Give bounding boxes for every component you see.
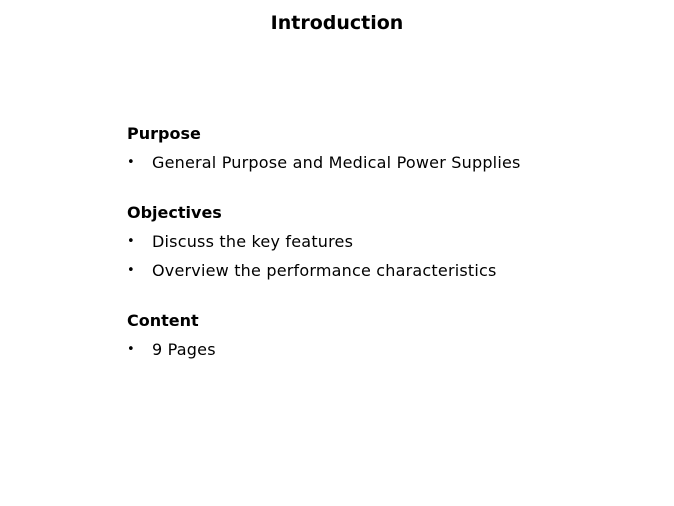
slide-content (127, 124, 647, 360)
bullet-icon: • (127, 263, 135, 278)
bullet-item (127, 261, 647, 281)
bullet-text: Overview the performance characteristics (152, 261, 497, 280)
section-heading: Objectives (127, 203, 222, 222)
section-heading: Purpose (127, 124, 201, 143)
section-heading: Content (127, 311, 199, 330)
bullet-text: 9 Pages (152, 340, 216, 359)
bullet-text: Discuss the key features (152, 232, 354, 251)
bullet-list (127, 232, 647, 281)
bullet-item (127, 232, 647, 252)
bullet-icon: • (127, 342, 135, 357)
section-content (127, 311, 647, 360)
bullet-text: General Purpose and Medical Power Supplies (152, 153, 521, 172)
slide-title: Introduction (270, 12, 404, 34)
bullet-icon: • (127, 155, 135, 170)
section-objectives (127, 203, 647, 281)
bullet-list (127, 153, 647, 173)
bullet-list (127, 340, 647, 360)
bullet-item (127, 153, 647, 173)
section-purpose (127, 124, 647, 173)
bullet-item (127, 340, 647, 360)
bullet-icon: • (127, 234, 135, 249)
